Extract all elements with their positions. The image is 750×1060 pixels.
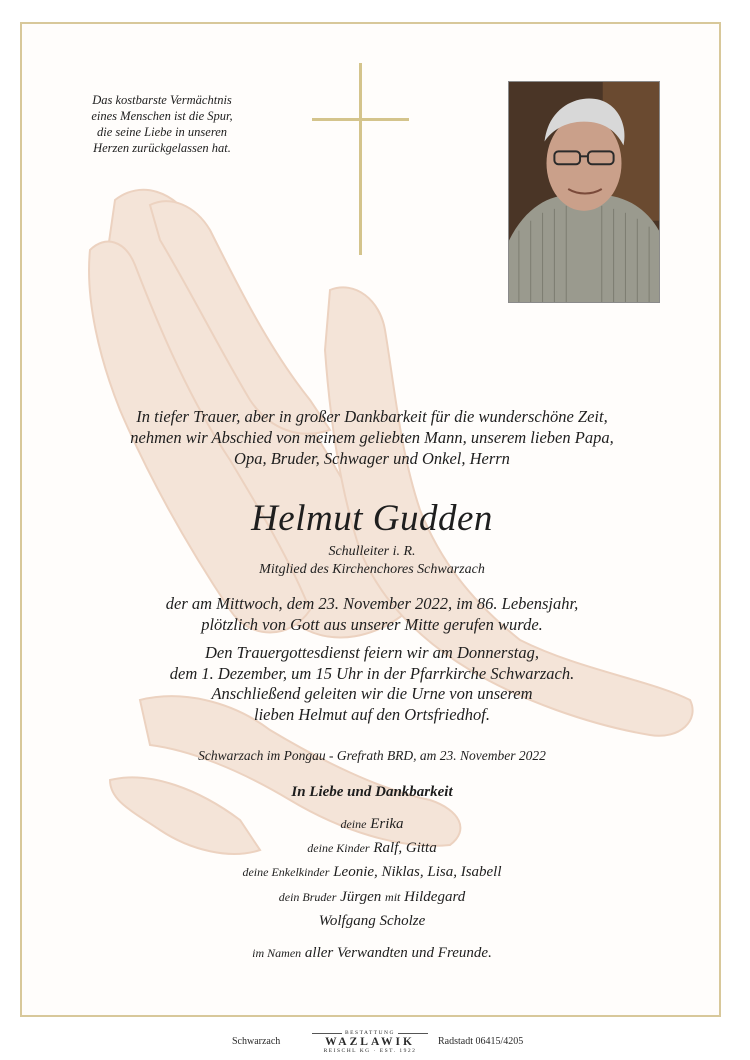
intro-line: In tiefer Trauer, aber in großer Dankbarkeit für die wunderschöne Zeit, (136, 407, 608, 426)
family-brother (30, 887, 714, 907)
portrait-photo (508, 81, 660, 303)
logo-rule (312, 1033, 342, 1034)
logo-main-text: WAZLAWIK (325, 1036, 415, 1048)
quote-line: eines Menschen ist die Spur, (91, 109, 233, 123)
logo-rule (398, 1033, 428, 1034)
death-notice (30, 593, 714, 635)
death-line: der am Mittwoch, dem 23. November 2022, im 86. Lebensjahr, (165, 594, 579, 613)
quote-line: Das kostbarste Vermächtnis (92, 93, 232, 107)
deceased-profession: Schulleiter i. R. (328, 544, 416, 559)
family-prefix: im Namen (252, 946, 302, 960)
death-line: plötzlich von Gott aus unserer Mitte gerufen wurde. (201, 615, 543, 634)
quote-line: die seine Liebe in unseren (96, 125, 228, 139)
footer-location-left: Schwarzach (232, 1036, 281, 1047)
love-heading: In Liebe und Dankbarkeit (291, 784, 453, 800)
family-member: Jürgen (340, 889, 382, 905)
logo-top-text: BESTATTUNG (344, 1030, 395, 1036)
logo-bottom-text: REISCHL KG · EST. 1922 (323, 1048, 417, 1054)
funeral-line: dem 1. Dezember, um 15 Uhr in der Pfarrkirche Schwarzach. (169, 663, 575, 683)
family-closing-text: aller Verwandten und Freunde. (304, 945, 492, 961)
deceased-name: Helmut Gudden (251, 498, 493, 539)
funeral-line: Anschließend geleiten wir die Urne von unserem (211, 684, 533, 703)
family-grandchildren (30, 862, 714, 882)
family-prefix: dein Bruder (278, 890, 337, 904)
undertaker-logo (312, 1030, 428, 1054)
family-prefix: deine Enkelkinder (242, 865, 330, 879)
intro-line: Opa, Bruder, Schwager und Onkel, Herrn (234, 449, 510, 468)
family-children (30, 838, 714, 858)
family-prefix: deine Kinder (307, 841, 370, 855)
family-closing (30, 943, 714, 963)
intro-line: nehmen wir Abschied von meinem geliebten Mann, unserem lieben Papa, (130, 428, 614, 447)
family-prefix: deine (340, 817, 367, 831)
footer-location-right: Radstadt 06415/4205 (438, 1036, 524, 1047)
place-and-date: Schwarzach im Pongau - Grefrath BRD, am 23. November 2022 (198, 748, 546, 763)
family-other: Wolfgang Scholze (318, 913, 426, 929)
deceased-membership: Mitglied des Kirchenchores Schwarzach (259, 562, 485, 577)
intro-text (30, 406, 714, 469)
family-connector: mit (385, 890, 401, 904)
quote-line: Herzen zurückgelassen hat. (93, 141, 231, 155)
family-member: Erika (370, 816, 404, 832)
family-member: Hildegard (404, 889, 466, 905)
funeral-line: lieben Helmut auf den Ortsfriedhof. (253, 704, 490, 724)
footer (0, 1030, 750, 1054)
funeral-line: Den Trauergottesdienst feiern wir am Donnerstag, (205, 643, 539, 662)
family-member: Leonie, Niklas, Lisa, Isabell (333, 864, 502, 880)
family-member: Ralf, Gitta (373, 840, 437, 856)
funeral-details (30, 643, 714, 725)
family-wife (30, 814, 714, 834)
